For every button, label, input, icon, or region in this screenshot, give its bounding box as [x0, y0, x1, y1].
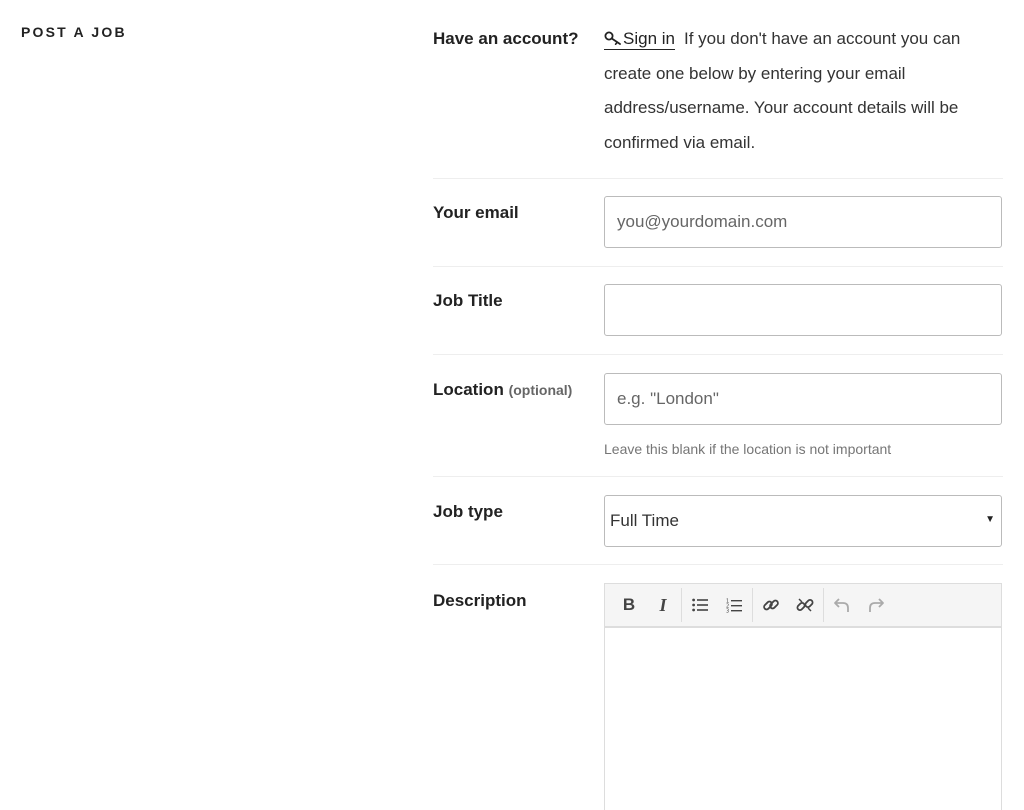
description-textarea[interactable] — [605, 628, 1001, 808]
email-field-wrap — [604, 196, 1002, 266]
editor-toolbar — [605, 584, 1001, 628]
description-field-wrap — [604, 583, 1002, 810]
location-input[interactable] — [604, 373, 1002, 425]
email-label: Your email — [433, 203, 519, 222]
sign-in-label: Sign in — [623, 29, 675, 48]
job-type-selected-value: Full Time — [610, 511, 679, 530]
job-title-field-wrap — [604, 284, 1002, 354]
unlink-icon — [796, 596, 814, 614]
toolbar-separator — [752, 588, 753, 622]
description-row — [433, 565, 1003, 810]
account-label: Have an account? — [433, 29, 579, 48]
location-label: Location — [433, 380, 504, 399]
description-editor — [604, 583, 1002, 810]
key-icon — [604, 31, 622, 45]
link-button[interactable] — [754, 589, 788, 621]
account-field — [604, 24, 1002, 178]
email-row — [433, 179, 1003, 267]
undo-icon — [833, 596, 851, 614]
job-type-row — [433, 477, 1003, 565]
account-row — [433, 24, 1003, 179]
account-text — [604, 22, 1002, 160]
unlink-button[interactable] — [788, 589, 822, 621]
post-job-form — [433, 24, 1003, 810]
location-field-wrap — [604, 373, 1002, 476]
svg-text:3: 3 — [726, 608, 730, 613]
redo-button[interactable] — [859, 589, 893, 621]
svg-text:2: 2 — [726, 603, 730, 609]
numbered-list-button[interactable] — [717, 589, 751, 621]
page-title: POST A JOB — [21, 24, 127, 40]
bold-icon: B — [622, 595, 636, 614]
italic-button[interactable] — [646, 589, 680, 621]
bold-button[interactable] — [612, 589, 646, 621]
toolbar-separator — [823, 588, 824, 622]
location-row — [433, 355, 1003, 477]
description-label: Description — [433, 591, 527, 610]
job-title-row — [433, 267, 1003, 355]
email-input[interactable] — [604, 196, 1002, 248]
job-type-select[interactable] — [604, 495, 1002, 547]
redo-icon — [867, 596, 885, 614]
italic-icon: I — [659, 594, 667, 615]
sign-in-link[interactable] — [604, 29, 675, 50]
dropdown-arrow-icon: ▼ — [985, 514, 995, 525]
job-type-label: Job type — [433, 502, 503, 521]
job-title-input[interactable] — [604, 284, 1002, 336]
undo-button[interactable] — [825, 589, 859, 621]
job-title-label: Job Title — [433, 291, 503, 310]
location-hint: Leave this blank if the location is not important — [604, 441, 892, 457]
link-icon — [762, 596, 780, 614]
optional-tag: (optional) — [508, 382, 573, 398]
svg-text:1: 1 — [726, 598, 730, 604]
toolbar-separator — [681, 588, 682, 622]
location-label-wrap — [433, 373, 604, 476]
bullet-list-icon — [692, 598, 708, 612]
account-description: If you don't have an account you can create one below by entering your email address/username. Your account details will be confirmed via email. — [604, 29, 961, 152]
bullet-list-button[interactable] — [683, 589, 717, 621]
job-type-field-wrap — [604, 495, 1002, 564]
numbered-list-icon — [726, 598, 742, 613]
